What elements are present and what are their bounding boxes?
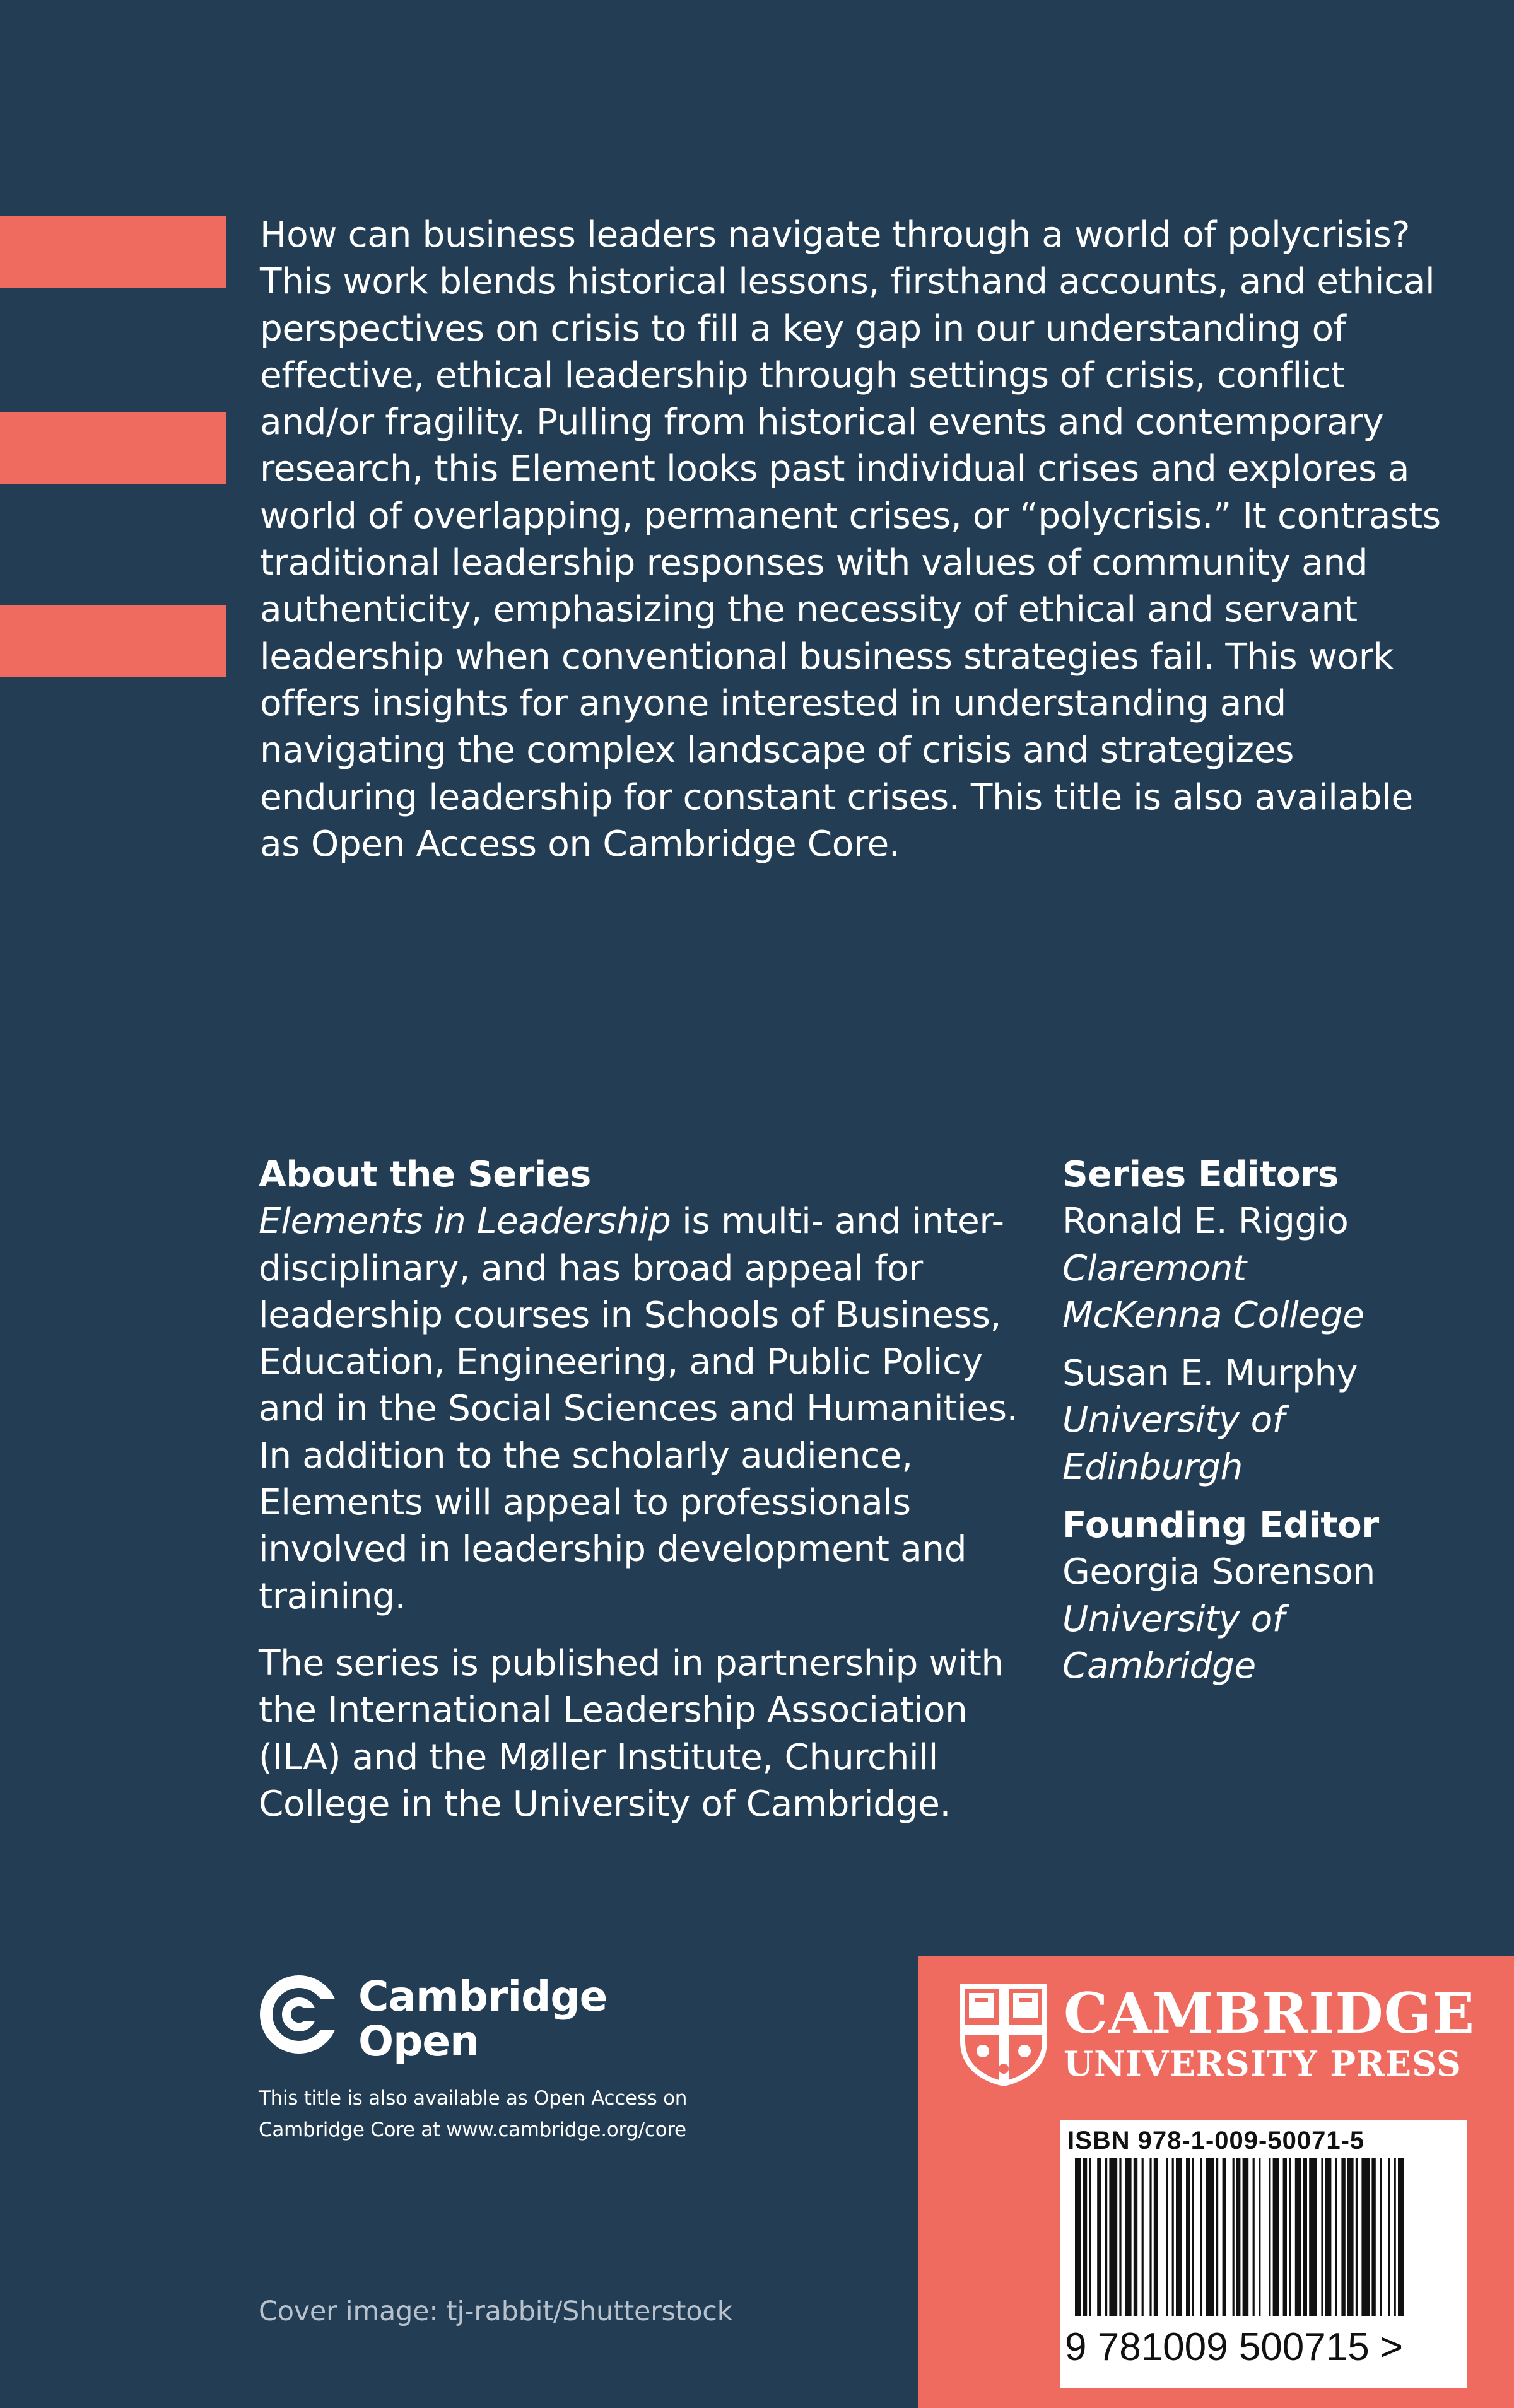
editors-section — [1062, 1152, 1466, 1690]
publisher-name: CAMBRIDGE — [1064, 1980, 1475, 2046]
barcode-digits: 9 781009 500715 > — [1065, 2325, 1404, 2369]
founding-editor-heading: Founding Editor — [1062, 1505, 1379, 1546]
editor-name: Georgia Sorenson — [1062, 1552, 1375, 1593]
about-series-description: is multi- and inter-disciplinary, and has broad appeal for leadership courses in Schools of Business, Education, Engineering, and Public Policy and in the Social Sciences and Humanities. In addition to the scholarly audience, Elements will appeal to professionals involved in leadership development and training. — [259, 1201, 1018, 1617]
about-series-paragraph-2: The series is published in partnership with the International Leadership Association (ILA) and the Møller Institute, Churchill College in the University of Cambridge. — [259, 1642, 1004, 1825]
cambridge-open-wordmark — [358, 1974, 607, 2064]
editor-affiliation: University of Edinburgh — [1062, 1400, 1285, 1488]
editor-affiliation: University of Cambridge — [1062, 1598, 1285, 1686]
editor-name: Susan E. Murphy — [1062, 1353, 1358, 1394]
about-series-paragraph-1 — [259, 1198, 1028, 1620]
accent-stripe-1 — [0, 216, 226, 288]
editor-name: Ronald E. Riggio — [1062, 1201, 1349, 1242]
founding-editor — [1062, 1549, 1466, 1690]
cambridge-open-line2: Open — [358, 2017, 479, 2066]
cover-image-credit: Cover image: tj-rabbit/Shutterstock — [259, 2296, 733, 2327]
series-editors-heading: Series Editors — [1062, 1154, 1339, 1195]
book-blurb — [260, 212, 1458, 868]
editor-affiliation: Claremont McKenna College — [1062, 1248, 1364, 1336]
open-access-note-line1: This title is also available as Open Access on — [259, 2087, 688, 2110]
isbn-label: ISBN 978-1-009-50071-5 — [1067, 2127, 1365, 2154]
barcode-bars-icon — [1070, 2158, 1457, 2323]
cambridge-crest-icon — [956, 1980, 1051, 2091]
isbn-barcode — [1060, 2120, 1467, 2388]
series-editor-2 — [1062, 1350, 1466, 1491]
series-name: Elements in Leadership — [259, 1201, 671, 1242]
cambridge-open-line1: Cambridge — [358, 1972, 607, 2021]
blurb-text: How can business leaders navigate through a world of polycrisis? This work blends historical lessons, firsthand accounts, and ethical perspectives on crisis to fill a key gap in our understanding of effective, ethical leadership through settings of crisis, conflict and/or fragility. Pulling from historical events and contemporary research, this Element looks past individual crises and explores a world of overlapping, permanent crises, or “polycrisis.” It contrasts traditional leadership responses with values of community and authenticity, emphasizing the necessity of ethical and servant leadership when conventional business strategies fail. This work offers insights for anyone interested in understanding and navigating the complex landscape of crisis and strategizes enduring leadership for constant crises. This title is also available as Open Access on Cambridge Core. — [260, 214, 1441, 865]
about-series-section — [259, 1152, 1028, 1828]
publisher-panel — [918, 1956, 1514, 2408]
about-series-heading: About the Series — [259, 1154, 591, 1195]
cambridge-open-logo-icon — [259, 1974, 339, 2057]
accent-stripe-3 — [0, 605, 226, 677]
series-editor-1 — [1062, 1198, 1466, 1339]
open-access-note-line2: Cambridge Core at www.cambridge.org/core — [259, 2119, 686, 2141]
open-access-note — [259, 2083, 826, 2146]
accent-stripe-2 — [0, 412, 226, 484]
publisher-subname: UNIVERSITY PRESS — [1064, 2043, 1462, 2084]
